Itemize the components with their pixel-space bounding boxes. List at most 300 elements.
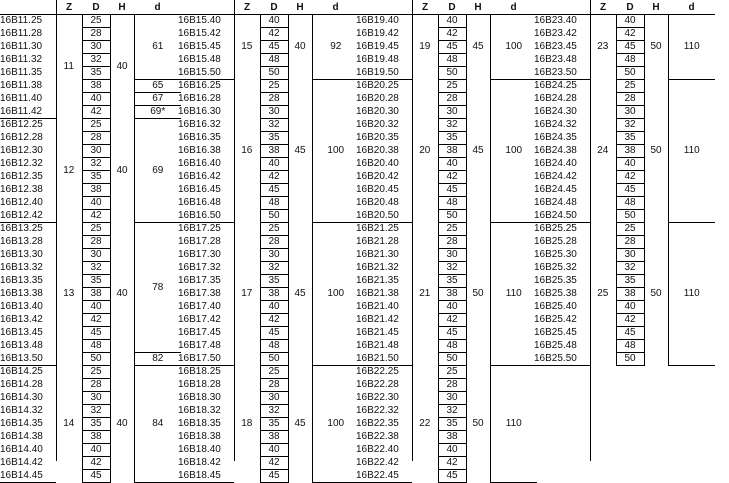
bore-d-value: 38	[438, 145, 466, 158]
header-z: Z	[590, 0, 616, 15]
header-code	[534, 0, 590, 15]
bore-d-value: 25	[438, 223, 466, 236]
sprocket-code: 16B16.25	[178, 80, 221, 92]
bore-d-value: 38	[260, 431, 288, 444]
group-z: 25	[597, 288, 609, 299]
bore-d-value: 28	[82, 132, 110, 145]
sprocket-code: 16B23.40	[534, 15, 577, 27]
table-row	[0, 15, 181, 28]
header-code	[356, 0, 412, 15]
bore-d-value: 35	[438, 132, 466, 145]
sprocket-code: 16B22.40	[356, 444, 399, 455]
spec-block	[178, 0, 359, 483]
bore-d-value: 35	[260, 275, 288, 288]
bore-d-value: 42	[438, 457, 466, 470]
bore-d-value: 40	[438, 15, 466, 28]
header-z: Z	[234, 0, 260, 15]
bore-d-value: 32	[616, 262, 644, 275]
sprocket-code: 16B25.35	[534, 275, 577, 286]
header-row	[178, 0, 359, 15]
header-d: d	[668, 0, 715, 15]
bore-d-value: 45	[438, 41, 466, 54]
bore-d-value: 30	[260, 249, 288, 262]
bore-d-value: 45	[438, 327, 466, 340]
sprocket-code: 16B21.45	[356, 327, 399, 338]
diameter-d: 110	[668, 223, 715, 366]
bore-d-value: 40	[438, 301, 466, 314]
sprocket-code: 16B18.42	[178, 457, 221, 468]
bore-d-value: 50	[82, 353, 110, 366]
bore-d-value: 32	[82, 262, 110, 275]
sprocket-code: 16B16.50	[178, 210, 234, 223]
bore-d-value: 28	[616, 93, 644, 106]
sprocket-code: 16B14.32	[0, 405, 43, 416]
bore-d-value: 40	[260, 301, 288, 314]
bore-d-value: 35	[260, 418, 288, 431]
sprocket-code: 16B16.38	[178, 145, 221, 156]
sprocket-code: 16B24.35	[534, 132, 577, 143]
sprocket-code: 16B12.40	[0, 197, 43, 208]
table-row	[0, 366, 181, 379]
bore-d-value: 28	[260, 236, 288, 249]
bore-d-value: 45	[260, 470, 288, 483]
sprocket-code: 16B18.30	[178, 392, 221, 403]
group-z: 24	[597, 145, 609, 156]
sprocket-code: 16B20.38	[356, 145, 399, 156]
sprocket-code: 16B18.28	[178, 379, 221, 390]
group-h: 45	[294, 418, 306, 429]
sprocket-code: 16B21.32	[356, 262, 399, 273]
diameter-d: 82	[134, 353, 181, 366]
bore-d-value: 30	[438, 249, 466, 262]
sprocket-code: 16B22.32	[356, 405, 399, 416]
sprocket-code: 16B23.42	[534, 28, 577, 39]
bore-d-value: 40	[616, 301, 644, 314]
bore-d-value: 30	[82, 145, 110, 158]
sprocket-code: 16B25.40	[534, 301, 577, 312]
header-row	[534, 0, 715, 15]
bore-d-value: 28	[438, 379, 466, 392]
bore-d-value: 25	[260, 366, 288, 379]
bore-d-value: 28	[438, 236, 466, 249]
sprocket-code: 16B20.42	[356, 171, 399, 182]
diameter-d: 100	[312, 223, 359, 366]
sprocket-code: 16B20.32	[356, 119, 399, 130]
bore-d-value: 25	[82, 119, 110, 132]
sprocket-code: 16B15.48	[178, 54, 221, 65]
bore-d-value: 38	[82, 288, 110, 301]
sprocket-code: 16B17.50	[178, 353, 234, 366]
group-z: 23	[597, 41, 609, 53]
diameter-d: 100	[312, 80, 359, 223]
bore-d-value: 45	[82, 470, 110, 483]
sprocket-code: 16B16.30	[178, 106, 221, 117]
bore-d-value: 30	[260, 106, 288, 119]
bore-d-value: 48	[438, 197, 466, 210]
sprocket-code: 16B22.38	[356, 431, 399, 442]
sprocket-code: 16B21.42	[356, 314, 399, 325]
column-rule	[56, 0, 57, 461]
sprocket-code: 16B20.35	[356, 132, 399, 143]
bore-d-value: 30	[82, 392, 110, 405]
bore-d-value: 38	[82, 431, 110, 444]
sprocket-code: 16B24.38	[534, 145, 577, 156]
bore-d-value: 42	[616, 28, 644, 41]
bore-d-value: 35	[616, 132, 644, 145]
sprocket-code: 16B23.48	[534, 54, 577, 65]
group-h: 45	[294, 288, 306, 299]
diameter-d: 110	[490, 366, 537, 483]
sprocket-code: 16B13.45	[0, 327, 43, 338]
bore-d-value: 38	[438, 431, 466, 444]
bore-d-value: 42	[438, 314, 466, 327]
sprocket-code: 16B25.38	[534, 288, 577, 299]
sprocket-code: 16B23.45	[534, 41, 577, 52]
group-h: 50	[472, 288, 484, 299]
header-code	[178, 0, 234, 15]
sprocket-code: 16B12.30	[0, 145, 43, 156]
sprocket-code: 16B11.25	[0, 15, 43, 27]
table-row	[356, 80, 537, 93]
sprocket-code: 16B22.35	[356, 418, 399, 429]
table-row	[534, 223, 715, 236]
diameter-d: 100	[490, 15, 537, 80]
bore-d-value: 40	[438, 444, 466, 457]
bore-d-value: 45	[260, 41, 288, 54]
diameter-d: 110	[668, 15, 715, 80]
sprocket-code: 16B18.45	[178, 470, 234, 483]
bore-d-value: 32	[82, 54, 110, 67]
group-h: 40	[116, 288, 128, 299]
diameter-d: 92	[312, 15, 359, 80]
group-z: 22	[419, 418, 431, 429]
sprocket-code: 16B11.28	[0, 28, 43, 39]
bore-d-value: 48	[260, 197, 288, 210]
bore-d-value: 40	[616, 15, 644, 28]
sprocket-code: 16B20.28	[356, 93, 399, 104]
sprocket-code: 16B13.32	[0, 262, 43, 273]
header-h: H	[466, 0, 490, 15]
spec-table	[356, 0, 537, 483]
bore-d-value: 45	[616, 41, 644, 54]
header-d-inner: D	[438, 0, 466, 15]
sprocket-code: 16B16.48	[178, 197, 221, 208]
spec-table	[534, 0, 715, 366]
sprocket-code: 16B24.50	[534, 210, 590, 223]
bore-d-value: 25	[260, 80, 288, 93]
header-h: H	[110, 0, 134, 15]
sprocket-code: 16B17.30	[178, 249, 221, 260]
sprocket-code: 16B18.38	[178, 431, 221, 442]
bore-d-value: 48	[616, 54, 644, 67]
bore-d-value: 35	[82, 67, 110, 80]
bore-d-value: 30	[616, 106, 644, 119]
table-row	[534, 15, 715, 28]
bore-d-value: 42	[260, 171, 288, 184]
sprocket-code: 16B13.28	[0, 236, 43, 247]
sprocket-code: 16B14.40	[0, 444, 43, 455]
sprocket-code: 16B22.28	[356, 379, 399, 390]
bore-d-value: 48	[260, 54, 288, 67]
bore-d-value: 48	[438, 340, 466, 353]
bore-d-value: 38	[82, 184, 110, 197]
sprocket-code: 16B13.30	[0, 249, 43, 260]
sprocket-code: 16B21.48	[356, 340, 399, 351]
sprocket-code: 16B24.32	[534, 119, 577, 130]
bore-d-value: 30	[438, 392, 466, 405]
sprocket-code: 16B23.50	[534, 67, 590, 80]
bore-d-value: 50	[260, 210, 288, 223]
bore-d-value: 40	[260, 15, 288, 28]
bore-d-value: 40	[82, 93, 110, 106]
bore-d-value: 50	[438, 67, 466, 80]
sprocket-code: 16B21.40	[356, 301, 399, 312]
spec-block	[534, 0, 715, 366]
bore-d-value: 42	[438, 28, 466, 41]
sprocket-code: 16B16.40	[178, 158, 221, 169]
bore-d-value: 45	[82, 327, 110, 340]
table-row	[0, 223, 181, 236]
bore-d-value: 35	[438, 418, 466, 431]
header-code	[0, 0, 56, 15]
bore-d-value: 42	[82, 457, 110, 470]
bore-d-value: 45	[260, 184, 288, 197]
sprocket-code: 16B14.30	[0, 392, 43, 403]
sprocket-code: 16B13.35	[0, 275, 43, 286]
table-row	[178, 15, 359, 28]
sprocket-code: 16B16.35	[178, 132, 221, 143]
table-row	[0, 93, 181, 106]
sprocket-code: 16B11.35	[0, 67, 43, 78]
bore-d-value: 38	[260, 288, 288, 301]
bore-d-value: 40	[82, 444, 110, 457]
group-z: 12	[63, 164, 75, 176]
sprocket-code: 16B19.48	[356, 54, 399, 65]
table-row	[178, 366, 359, 379]
sprocket-code: 16B18.32	[178, 405, 221, 416]
header-h: H	[288, 0, 312, 15]
bore-d-value: 45	[260, 327, 288, 340]
bore-d-value: 32	[616, 119, 644, 132]
sprocket-code: 16B13.40	[0, 301, 43, 312]
bore-d-value: 48	[260, 340, 288, 353]
bore-d-value: 32	[82, 405, 110, 418]
table-row	[534, 80, 715, 93]
sprocket-code: 16B22.42	[356, 457, 399, 468]
bore-d-value: 50	[260, 67, 288, 80]
bore-d-value: 32	[260, 405, 288, 418]
bore-d-value: 40	[260, 444, 288, 457]
sprocket-code: 16B24.45	[534, 184, 577, 195]
bore-d-value: 25	[260, 223, 288, 236]
diameter-d: 69	[134, 119, 181, 223]
bore-d-value: 28	[260, 93, 288, 106]
bore-d-value: 32	[260, 262, 288, 275]
sprocket-code: 16B21.35	[356, 275, 399, 286]
sprocket-code: 16B20.48	[356, 197, 399, 208]
sprocket-code: 16B17.32	[178, 262, 221, 273]
sprocket-code: 16B11.42	[0, 106, 56, 119]
group-h: 45	[294, 145, 306, 156]
group-z: 11	[63, 60, 74, 72]
group-h: 40	[116, 418, 128, 429]
bore-d-value: 50	[616, 353, 644, 366]
bore-d-value: 38	[82, 80, 110, 93]
group-h: 50	[650, 288, 662, 299]
sprocket-code: 16B21.25	[356, 223, 399, 235]
bore-d-value: 48	[616, 340, 644, 353]
sprocket-code: 16B17.48	[178, 340, 221, 351]
bore-d-value: 30	[82, 41, 110, 54]
bore-d-value: 42	[260, 28, 288, 41]
sprocket-code: 16B17.40	[178, 301, 221, 312]
sprocket-code: 16B17.25	[178, 223, 221, 235]
table-row	[356, 366, 537, 379]
bore-d-value: 32	[260, 119, 288, 132]
sprocket-code: 16B11.38	[0, 80, 43, 91]
sprocket-code: 16B16.45	[178, 184, 221, 195]
sprocket-code: 16B24.48	[534, 197, 577, 208]
bore-d-value: 50	[616, 67, 644, 80]
sprocket-code: 16B11.30	[0, 41, 43, 52]
table-row	[356, 15, 537, 28]
bore-d-value: 35	[616, 275, 644, 288]
diameter-d: 84	[134, 366, 181, 483]
bore-d-value: 48	[616, 197, 644, 210]
bore-d-value: 42	[82, 106, 110, 119]
sprocket-code: 16B17.35	[178, 275, 221, 286]
group-h: 50	[650, 145, 662, 156]
column-rule	[590, 0, 591, 461]
sprocket-code: 16B19.45	[356, 41, 399, 52]
bore-d-value: 25	[82, 223, 110, 236]
sprocket-code: 16B12.28	[0, 132, 43, 143]
bore-d-value: 35	[82, 275, 110, 288]
bore-d-value: 25	[438, 366, 466, 379]
sprocket-code: 16B14.35	[0, 418, 43, 429]
sprocket-code: 16B13.38	[0, 288, 43, 299]
header-d: d	[134, 0, 181, 15]
table-row	[0, 106, 181, 119]
header-d-inner: D	[616, 0, 644, 15]
table-row	[0, 80, 181, 93]
bore-d-value: 42	[260, 457, 288, 470]
bore-d-value: 42	[82, 210, 110, 223]
group-z: 14	[63, 418, 75, 429]
group-h: 45	[472, 145, 484, 156]
sprocket-code: 16B14.42	[0, 457, 43, 468]
sprocket-code: 16B18.25	[178, 366, 221, 378]
sprocket-code: 16B17.38	[178, 288, 221, 299]
sprocket-code: 16B19.50	[356, 67, 412, 80]
sprocket-code: 16B15.45	[178, 41, 221, 52]
group-h: 40	[116, 60, 128, 72]
bore-d-value: 30	[438, 106, 466, 119]
sprocket-code: 16B24.25	[534, 80, 577, 92]
group-z: 20	[419, 145, 431, 156]
sprocket-code: 16B15.50	[178, 67, 234, 80]
group-h: 50	[472, 418, 484, 429]
group-z: 17	[241, 288, 253, 299]
group-h: 40	[116, 164, 128, 176]
bore-d-value: 28	[82, 379, 110, 392]
bore-d-value: 28	[82, 236, 110, 249]
bore-d-value: 45	[616, 184, 644, 197]
bore-d-value: 35	[82, 418, 110, 431]
spec-table	[178, 0, 359, 483]
bore-d-value: 45	[616, 327, 644, 340]
bore-d-value: 30	[616, 249, 644, 262]
table-row	[0, 353, 181, 366]
spec-block	[0, 0, 181, 483]
bore-d-value: 38	[616, 145, 644, 158]
sprocket-code: 16B19.40	[356, 15, 399, 27]
sprocket-code: 16B13.50	[0, 353, 56, 366]
diameter-d: 65	[134, 80, 181, 93]
bore-d-value: 32	[438, 119, 466, 132]
sprocket-code: 16B18.40	[178, 444, 221, 455]
table-row	[356, 223, 537, 236]
diameter-d: 100	[312, 366, 359, 483]
sprocket-code: 16B11.40	[0, 93, 43, 104]
diameter-d: 110	[490, 223, 537, 366]
bore-d-value: 48	[438, 54, 466, 67]
sprocket-code: 16B14.25	[0, 366, 43, 378]
diameter-d: 110	[668, 80, 715, 223]
sprocket-code: 16B22.45	[356, 470, 412, 483]
bore-d-value: 50	[616, 210, 644, 223]
sprocket-code: 16B25.25	[534, 223, 577, 235]
header-z: Z	[56, 0, 82, 15]
bore-d-value: 45	[438, 184, 466, 197]
group-h: 40	[294, 41, 306, 53]
sprocket-code: 16B24.40	[534, 158, 577, 169]
bore-d-value: 28	[616, 236, 644, 249]
sprocket-code: 16B15.42	[178, 28, 221, 39]
sprocket-code: 16B12.35	[0, 171, 43, 182]
bore-d-value: 50	[260, 353, 288, 366]
sprocket-code: 16B22.25	[356, 366, 399, 378]
header-row	[0, 0, 181, 15]
group-h: 50	[650, 41, 662, 53]
group-h: 45	[472, 41, 484, 53]
group-z: 18	[241, 418, 253, 429]
sprocket-code: 16B13.48	[0, 340, 43, 351]
sprocket-code: 16B13.42	[0, 314, 43, 325]
sprocket-code: 16B25.48	[534, 340, 577, 351]
sprocket-code: 16B17.42	[178, 314, 221, 325]
bore-d-value: 25	[616, 223, 644, 236]
group-z: 13	[63, 288, 75, 299]
sprocket-code: 16B20.45	[356, 184, 399, 195]
bore-d-value: 38	[616, 288, 644, 301]
sprocket-code: 16B25.50	[534, 353, 590, 366]
sprocket-code: 16B17.28	[178, 236, 221, 247]
sprocket-code: 16B14.45	[0, 470, 56, 483]
bore-d-value: 30	[260, 392, 288, 405]
bore-d-value: 45	[438, 470, 466, 483]
sprocket-code: 16B17.45	[178, 327, 221, 338]
group-z: 16	[241, 145, 253, 156]
header-d-inner: D	[82, 0, 110, 15]
sprocket-code: 16B20.40	[356, 158, 399, 169]
header-d: d	[312, 0, 359, 15]
sprocket-code: 16B24.28	[534, 93, 577, 104]
sprocket-code: 16B20.30	[356, 106, 399, 117]
sprocket-code: 16B16.28	[178, 93, 221, 104]
sprocket-code: 16B25.45	[534, 327, 577, 338]
bore-d-value: 32	[438, 405, 466, 418]
